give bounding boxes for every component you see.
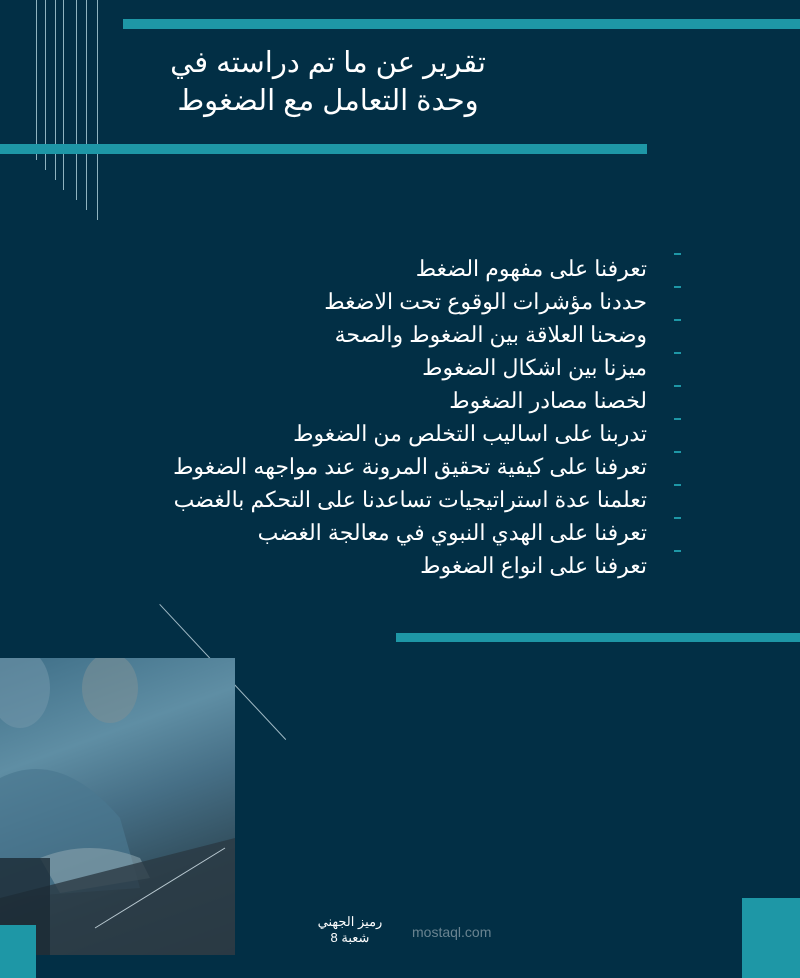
decor-line <box>76 0 77 200</box>
bullet-dash-icon <box>674 319 681 321</box>
author-section: شعبة 8 <box>330 930 370 945</box>
list-item <box>173 450 647 483</box>
list-item <box>173 549 647 582</box>
list-item-text: لخصنا مصادر الضغوط <box>449 388 647 413</box>
list-item-text: وضحنا العلاقة بين الضغوط والصحة <box>334 322 647 347</box>
page-title <box>118 44 538 120</box>
decor-line <box>97 0 98 220</box>
list-item-text: تدربنا على اساليب التخلص من الضغوط <box>293 421 647 446</box>
bullet-dash-icon <box>674 385 681 387</box>
list-item <box>173 285 647 318</box>
photo-illustration <box>0 658 235 955</box>
list-item-text: تعرفنا على الهدي النبوي في معالجة الغضب <box>257 520 647 545</box>
decor-line <box>63 0 64 190</box>
bullet-dash-icon <box>674 550 681 552</box>
decor-line <box>36 0 37 160</box>
list-item-text: حددنا مؤشرات الوقوع تحت الاضغط <box>324 289 647 314</box>
list-item <box>173 318 647 351</box>
title-underline-bar <box>0 144 647 154</box>
bottom-left-accent-square <box>0 925 36 978</box>
bullet-dash-icon <box>674 418 681 420</box>
author-name: رميز الجهني <box>317 914 383 929</box>
bullet-dash-icon <box>674 484 681 486</box>
list-item-text: تعرفنا على مفهوم الضغط <box>415 256 647 281</box>
bullet-dash-icon <box>674 286 681 288</box>
title-line-1: تقرير عن ما تم دراسته في <box>170 47 486 79</box>
list-item <box>173 483 647 516</box>
list-item-text: ميزنا بين اشكال الضغوط <box>422 355 647 380</box>
top-accent-bar <box>123 19 800 29</box>
list-item <box>173 417 647 450</box>
list-item <box>173 384 647 417</box>
list-item-text: تعرفنا على انواع الضغوط <box>420 553 647 578</box>
author-signature <box>300 914 400 946</box>
mid-accent-bar <box>396 633 800 642</box>
meeting-photo <box>0 658 235 955</box>
bullet-dash-icon <box>674 253 681 255</box>
list-item <box>173 351 647 384</box>
summary-list <box>173 252 647 582</box>
title-line-2: وحدة التعامل مع الضغوط <box>177 85 479 117</box>
watermark: mostaql.com <box>412 924 492 940</box>
bullet-dash-icon <box>674 352 681 354</box>
list-item-text: تعلمنا عدة استراتيجيات تساعدنا على التحكم بالغضب <box>173 487 647 512</box>
bullet-dash-icon <box>674 517 681 519</box>
list-item-text: تعرفنا على كيفية تحقيق المرونة عند مواجهه الضغوط <box>173 454 647 479</box>
bottom-right-accent-block <box>742 898 800 978</box>
bullet-dash-icon <box>674 451 681 453</box>
list-item <box>173 516 647 549</box>
decor-line <box>86 0 87 210</box>
list-item <box>173 252 647 285</box>
